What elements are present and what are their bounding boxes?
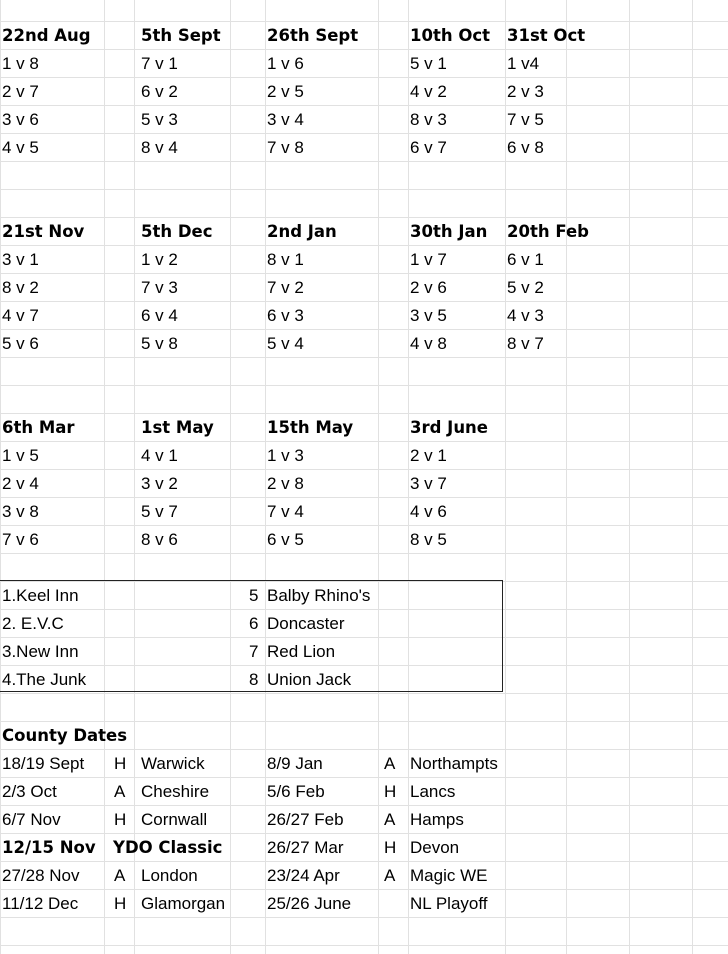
fixture-match: 2 v 5 — [267, 82, 304, 101]
fixture-match: 5 v 8 — [141, 334, 178, 353]
fixture-match: 7 v 2 — [267, 278, 304, 297]
team-name: 2. E.V.C — [2, 614, 64, 633]
fixture-match: 1 v 7 — [410, 250, 447, 269]
fixture-match: 3 v 8 — [2, 502, 39, 521]
county-date: 27/28 Nov — [2, 866, 80, 885]
team-name: Doncaster — [267, 614, 345, 633]
fixture-match: 1 v 8 — [2, 54, 39, 73]
fixture-match: 7 v 3 — [141, 278, 178, 297]
fixture-date-header: 5th Sept — [141, 26, 221, 45]
fixture-match: 4 v 1 — [141, 446, 178, 465]
fixture-match: 7 v 4 — [267, 502, 304, 521]
fixture-match: 8 v 7 — [507, 334, 544, 353]
fixture-match: 8 v 2 — [2, 278, 39, 297]
team-name: Balby Rhino's — [267, 586, 371, 605]
county-date: 25/26 June — [267, 894, 352, 913]
fixture-match: 3 v 1 — [2, 250, 39, 269]
county-opponent: Warwick — [141, 754, 205, 773]
fixture-match: 5 v 3 — [141, 110, 178, 129]
fixture-date-header: 30th Jan — [410, 222, 488, 241]
home-away: A — [384, 754, 396, 773]
home-away: A — [384, 810, 396, 829]
fixture-match: 8 v 1 — [267, 250, 304, 269]
fixture-match: 8 v 3 — [410, 110, 447, 129]
fixture-match: 6 v 8 — [507, 138, 544, 157]
county-opponent: Devon — [410, 838, 460, 857]
fixture-match: 3 v 2 — [141, 474, 178, 493]
fixture-match: 3 v 7 — [410, 474, 447, 493]
fixture-match: 4 v 7 — [2, 306, 39, 325]
fixture-match: 2 v 1 — [410, 446, 447, 465]
fixture-match: 2 v 4 — [2, 474, 39, 493]
county-date: 23/24 Apr — [267, 866, 340, 885]
fixture-match: 4 v 2 — [410, 82, 447, 101]
team-number: 8 — [249, 670, 259, 689]
county-opponent: Lancs — [410, 782, 456, 801]
team-number: 5 — [249, 586, 259, 605]
fixture-match: 1 v 6 — [267, 54, 304, 73]
home-away: A — [114, 866, 126, 885]
fixture-match: 5 v 1 — [410, 54, 447, 73]
fixture-date-header: 10th Oct — [410, 26, 491, 45]
team-number: 6 — [249, 614, 259, 633]
fixture-match: 2 v 8 — [267, 474, 304, 493]
fixture-match: 3 v 5 — [410, 306, 447, 325]
county-opponent: NL Playoff — [410, 894, 488, 913]
county-opponent: Hamps — [410, 810, 464, 829]
home-away: H — [384, 838, 397, 857]
fixture-match: 8 v 6 — [141, 530, 178, 549]
fixture-match: 5 v 4 — [267, 334, 304, 353]
county-opponent: YDO Classic — [113, 838, 223, 857]
home-away: H — [114, 894, 127, 913]
home-away: A — [114, 782, 126, 801]
fixture-match: 5 v 6 — [2, 334, 39, 353]
team-name: 3.New Inn — [2, 642, 79, 661]
county-opponent: London — [141, 866, 198, 885]
fixture-match: 8 v 5 — [410, 530, 447, 549]
fixture-match: 7 v 1 — [141, 54, 178, 73]
county-date: 26/27 Mar — [267, 838, 344, 857]
county-opponent: Northampts — [410, 754, 498, 773]
fixture-date-header: 6th Mar — [2, 418, 75, 437]
fixture-date-header: 22nd Aug — [2, 26, 91, 45]
fixture-date-header: 15th May — [267, 418, 354, 437]
county-opponent: Cheshire — [141, 782, 210, 801]
fixture-match: 6 v 7 — [410, 138, 447, 157]
fixture-date-header: 1st May — [141, 418, 214, 437]
fixture-match: 7 v 5 — [507, 110, 544, 129]
county-date: 11/12 Dec — [2, 894, 79, 913]
county-opponent: Glamorgan — [141, 894, 226, 913]
fixture-date-header: 21st Nov — [2, 222, 85, 241]
team-name: Red Lion — [267, 642, 336, 661]
fixture-match: 1 v4 — [507, 54, 540, 73]
fixture-match: 3 v 4 — [267, 110, 304, 129]
fixture-match: 1 v 3 — [267, 446, 304, 465]
fixture-match: 6 v 3 — [267, 306, 304, 325]
fixture-match: 7 v 6 — [2, 530, 39, 549]
county-date: 18/19 Sept — [2, 754, 85, 773]
county-opponent: Magic WE — [410, 866, 488, 885]
fixture-match: 4 v 5 — [2, 138, 39, 157]
fixture-date-header: 26th Sept — [267, 26, 359, 45]
fixture-match: 6 v 2 — [141, 82, 178, 101]
county-date: 6/7 Nov — [2, 810, 61, 829]
fixture-date-header: 5th Dec — [141, 222, 213, 241]
fixture-match: 6 v 5 — [267, 530, 304, 549]
fixture-match: 4 v 6 — [410, 502, 447, 521]
home-away: H — [114, 754, 127, 773]
fixture-match: 2 v 7 — [2, 82, 39, 101]
county-date: 5/6 Feb — [267, 782, 325, 801]
fixture-match: 5 v 2 — [507, 278, 544, 297]
fixture-date-header: 31st Oct — [507, 26, 586, 45]
fixture-match: 8 v 4 — [141, 138, 178, 157]
fixture-match: 4 v 3 — [507, 306, 544, 325]
county-date: 12/15 Nov — [2, 838, 96, 857]
fixture-match: 2 v 6 — [410, 278, 447, 297]
home-away: H — [384, 782, 397, 801]
home-away: A — [384, 866, 396, 885]
fixture-match: 2 v 3 — [507, 82, 544, 101]
team-name: 1.Keel Inn — [2, 586, 79, 605]
team-legend-box — [0, 580, 503, 692]
fixture-match: 4 v 8 — [410, 334, 447, 353]
county-date: 26/27 Feb — [267, 810, 344, 829]
team-number: 7 — [249, 642, 259, 661]
fixture-match: 7 v 8 — [267, 138, 304, 157]
fixture-match: 3 v 6 — [2, 110, 39, 129]
county-date: 2/3 Oct — [2, 782, 57, 801]
fixture-match: 6 v 4 — [141, 306, 178, 325]
team-name: 4.The Junk — [2, 670, 87, 689]
team-name: Union Jack — [267, 670, 352, 689]
fixture-match: 1 v 5 — [2, 446, 39, 465]
county-date: 8/9 Jan — [267, 754, 323, 773]
county-opponent: Cornwall — [141, 810, 208, 829]
fixture-date-header: 3rd June — [410, 418, 488, 437]
fixture-date-header: 2nd Jan — [267, 222, 337, 241]
fixture-match: 5 v 7 — [141, 502, 178, 521]
fixture-match: 1 v 2 — [141, 250, 178, 269]
county-dates-title: County Dates — [2, 726, 128, 745]
fixture-match: 6 v 1 — [507, 250, 544, 269]
fixture-date-header: 20th Feb — [507, 222, 589, 241]
home-away: H — [114, 810, 127, 829]
